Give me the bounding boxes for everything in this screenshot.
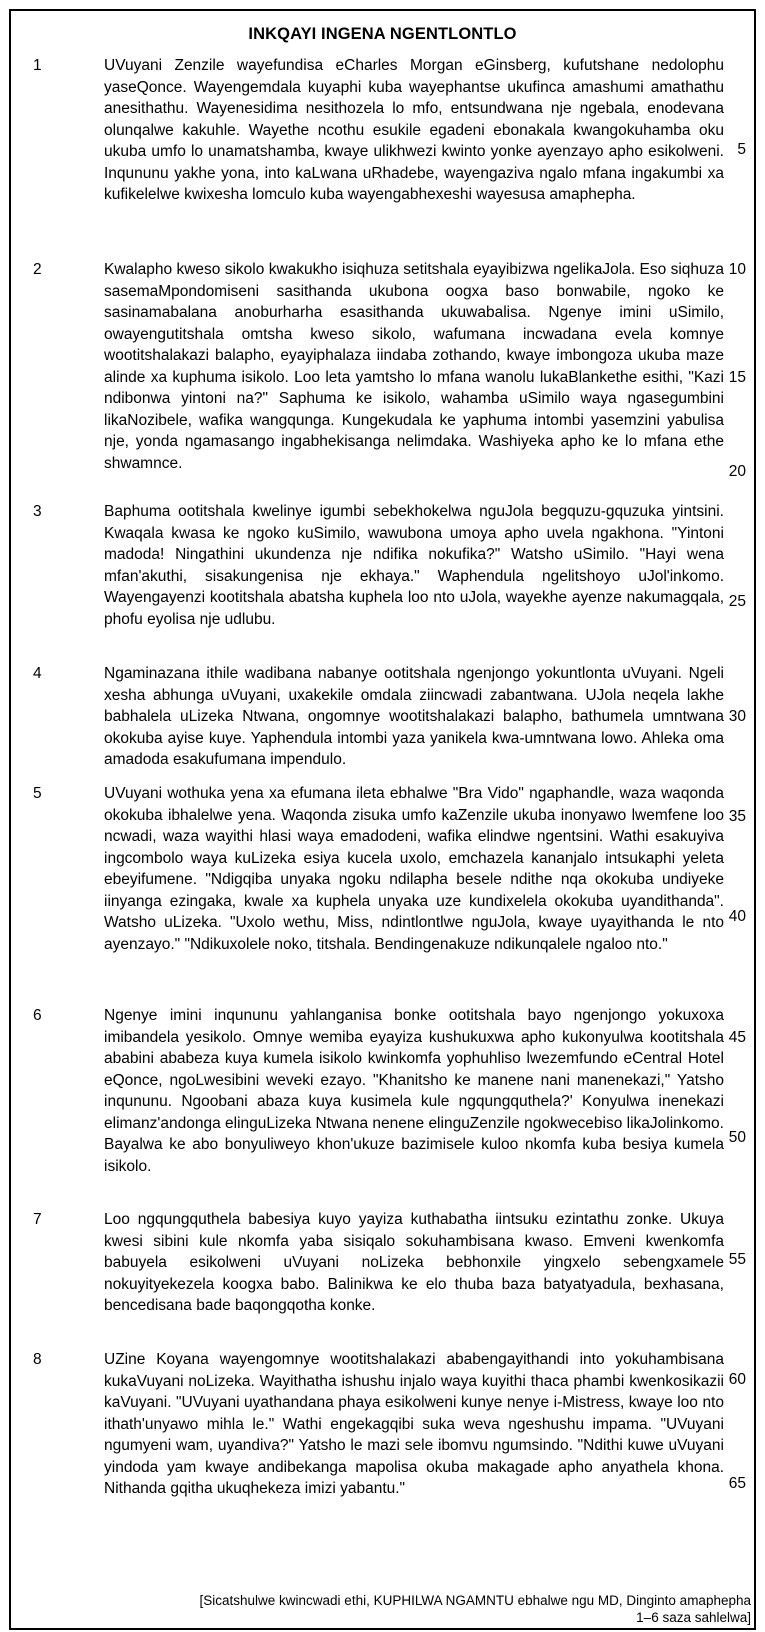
line-number: 20 <box>728 463 746 480</box>
paragraph-number: 5 <box>33 785 42 802</box>
paragraph-number: 2 <box>33 261 42 278</box>
paragraph-text: UVuyani wothuka yena xa efumana ileta ebhalwe "Bra Vido" ngaphandle, waza waqonda okokuba ibhalelwe yena. Waqonda zisuka umfo kaZenzile ukuba inonyawo lwemfene loo ncwadi, waza wayithi hlasi waya emadodeni, wafika elindwe ngentsini. Wathi esakuyiva ingcombolo waya kuLizeka esiya kucela uxolo, emchazela kananjalo intsukaphi yeleta ebeyifumene. "Ndigqiba unyaka ngoku ndilapha besele ndithe nqa okokuba undiyeke iinyanga ezingaka, kwale xa kuphela unyaka uze kundixelela okokuba uyandithanda". Watsho uLizeka. "Uxolo wethu, Miss, ndintlontlwe nguJola, kwaye uyayithanda le nto ayenzayo." "Ndikuxolele noko, titshala. Bendingenakuze ndikunqalele ngaloo nto." <box>104 785 724 953</box>
line-number: 55 <box>728 1251 746 1268</box>
paragraph-text: Loo ngqungquthela babesiya kuyo yayiza kuthabatha iintsuku ezintathu zonke. Ukuya kwesi sibini kule nkomfa yaba sisiqalo sokuhambisana kwaso. Emveni kwenkomfa babuyela esikolweni uVuyani noLizeka bebhonxile yingxelo sebengxamele nokuyityekezela koogxa babo. Balinikwa ke elo thuba baza batyatyadula, bexhasana, bencedisana bade baqongqotha konke. <box>104 1211 724 1314</box>
paragraph-number: 4 <box>33 665 42 682</box>
paragraph-number: 7 <box>33 1211 42 1228</box>
line-number: 65 <box>728 1475 746 1492</box>
paragraph-text: UVuyani Zenzile wayefundisa eCharles Morgan eGinsberg, kufutshane nedolophu yaseQonce. Wayengemdala kuyaphi kuba wayephantse ukufinca amashumi amathathu anesithathu. Wayenesidima nesithozela lo mfo, entsundwana nje ngebala, enodevana olunqalwe kakuhle. Wayethe ncothu esukile egadeni ebonakala kwangokuhamba oku ukuba umfo lo unamatshamba, kwaye ulikhwezi kwinto yonke ayenzayo apho esikolweni. Inqununu yakhe yona, into kaLwana uRhadebe, wayengaziva ngalo mfana ingakumbi xa kufikelelwe kwixesha lomculo kuba wayengabhexeshi wayesusa amaphepha. <box>104 57 724 203</box>
paragraph-number: 1 <box>33 57 42 74</box>
line-number: 40 <box>728 908 746 925</box>
paragraph-text: Ngaminazana ithile wadibana nabanye ootitshala ngenjongo yokuntlonta uVuyani. Ngeli xesha abhunga uVuyani, uxakekile omdala ziincwadi zabantwana. UJola neqela lakhe babhalela uLizeka Ntwana, ongomnye wootitshalakazi balapho, bathumela umntwana okokuba ayise kuye. Yaphendula intombi yaza yanikela kwa-umntwana lowo. Ahleka oma amadoda esakufumana impendulo. <box>104 665 724 768</box>
paragraph-number: 8 <box>33 1351 42 1368</box>
passage-frame <box>9 9 756 1630</box>
passage-title: INKQAYI INGENA NGENTLONTLO <box>248 25 517 43</box>
line-number: 35 <box>728 808 746 825</box>
paragraph-number: 3 <box>33 503 42 520</box>
paragraph-text: Ngenye imini inqununu yahlanganisa bonke ootitshala bayo ngenjongo yokuxoxa imibandela yesikolo. Omnye wemiba eyayiza kushukuxwa apho kukonyulwa kootitshala ababini ababeza kuya kumela isikolo kwinkomfa yophuhliso lwezemfundo eCentral Hotel eQonce, ngoLwesibini weveki ezayo. "Khanitsho ke manene nani manenekazi," Yatsho inqununu. Ngoobani abaza kuya kusimela kule ngqungquthela?' Konyulwa inenekazi elimanz'andonga elinguLizeka Ntwana nenene elinguZenzile ngokwecebiso likaJolinkomo. Bayalwa ke abo bonyuliweyo khon'ukuze bazimisele kuloo nkomfa kuba besiya kumela isikolo. <box>104 1007 724 1175</box>
line-number: 25 <box>728 593 746 610</box>
paragraph-text: UZine Koyana wayengomnye wootitshalakazi ababengayithandi into yokuhambisana kukaVuyani noLizeka. Wayithatha ishushu injalo waya kuyithi thaca phambi kwenkosikazii kaVuyani. "UVuyani uyathandana phaya esikolweni kunye nenye i-Mistress, kwaye loo nto ithath'unyawo mihla le." Wathi engekagqibi suka weva ngeshushu impama. "UVuyani ngumyeni wam, uyandiva?" Yatsho le mazi sele ibomvu ngumsindo. "Ndithi kuwe uVuyani yindoda yam kwaye andibekanga mapolisa okuba makagade apho anyathela khona. Nithanda gqitha ukuqhekeza imizi yabantu." <box>104 1351 724 1497</box>
line-number: 50 <box>728 1129 746 1146</box>
source-citation: [Sicatshulwe kwincwadi ethi, KUPHILWA NGAMNTU ebhalwe ngu MD, Dinginto amaphepha 1–6 saza sahlelwa] <box>199 1593 751 1625</box>
paragraph-number: 6 <box>33 1007 42 1024</box>
line-number: 60 <box>728 1371 746 1388</box>
paragraph-text: Baphuma ootitshala kwelinye igumbi sebekhokelwa nguJola begquzu-gquzuka yintsini. Kwaqala kwasa ke ngoko kuSimilo, wawubona umoya apho uvela ngakhona. "Yintoni madoda! Ningathini ukundenza nje ndifika nokufika?" Watsho uSimilo. "Hayi wena mfan'akuthi, sisakungenisa nje ekhaya." Waphendula ngelitshoyo uJol'inkomo. Wayengayenzi kootitshala abatsha kuphela loo nto uJola, wayekhe ayenze nakumagqala, phofu eyolisa nje udlubu. <box>104 503 724 628</box>
line-number: 45 <box>728 1029 746 1046</box>
line-number: 5 <box>737 141 746 158</box>
paragraph-text: Kwalapho kweso sikolo kwakukho isiqhuza setitshala eyayibizwa ngelikaJola. Eso siqhuza sasemaMpondomiseni sasithanda ukubona oogxa baso bonwabile, ngoko ke sasinamabalana anoburharha esasithanda ukuwabalisa. Ngenye imini uSimilo, owayengutitshala omtsha kweso sikolo, wafumana incwadana evela komnye wootitshalakazi balapho, eyayiphalaza iindaba zothando, kwaye imbongoza ukuba maze alinde xa kuphuma isikolo. Loo leta yamtsho lo mfana wanolu lukaBlankethe esithi, "Kazi ndibonwa yintoni na?" Saphuma ke isikolo, wahamba uSimilo waya ngasegumbini likaNozibele, wafika wangqunga. Kungekudala ke yaphuma intombi yasemzini yabulisa nje, yonda ngamasango ingabhekisanga nelimdaka. Washiyeka apho ke lo mfana ethe shwamnce. <box>104 261 724 472</box>
line-number: 30 <box>728 708 746 725</box>
line-number: 10 <box>728 261 746 278</box>
line-number: 15 <box>728 369 746 386</box>
